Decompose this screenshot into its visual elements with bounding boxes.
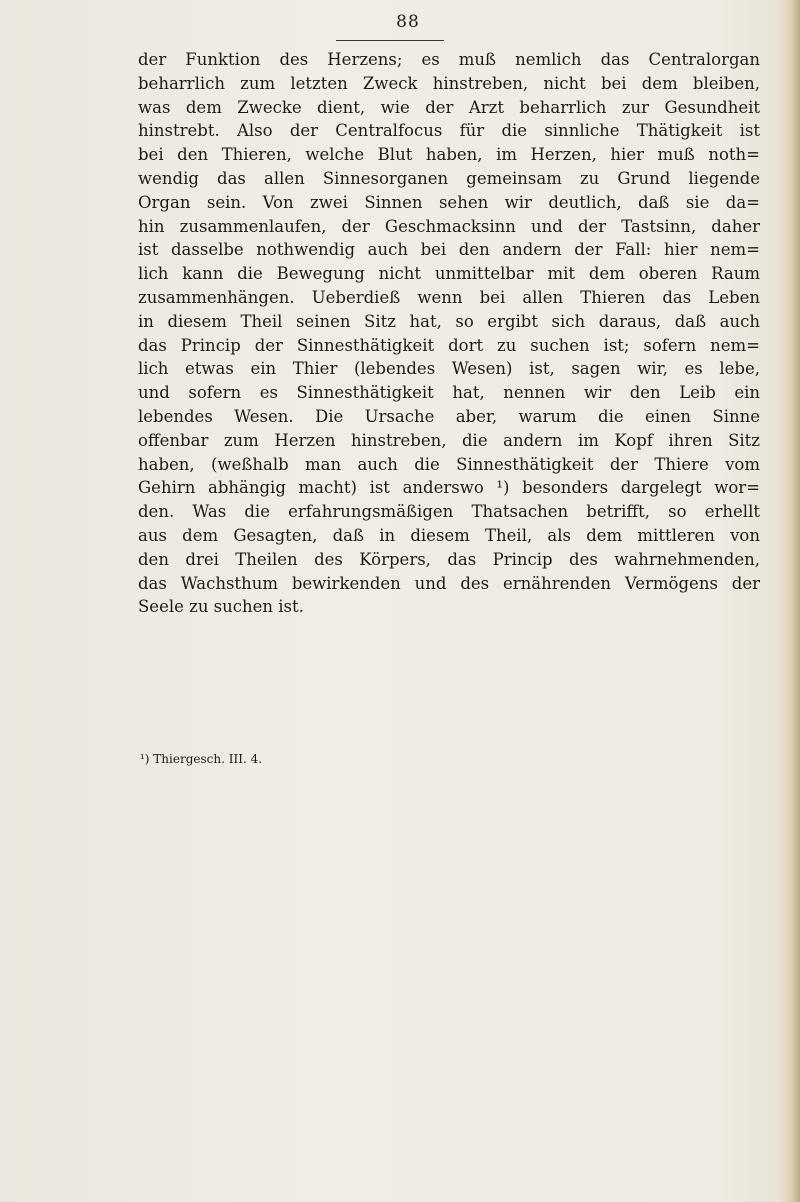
text-line: der Funktion des Herzens; es muß nemlich das Centralorgan <box>138 50 760 69</box>
text-line: und sofern es Sinnesthätigkeit hat, nennen wir den Leib ein <box>138 383 760 403</box>
text-line: das Wachsthum bewirkenden und des ernährenden Vermögens der <box>138 573 760 593</box>
page-number: 88 <box>396 12 420 32</box>
text-line: zusammenhängen. Ueberdieß wenn bei allen Thieren das Leben <box>138 287 760 307</box>
text-line: offenbar zum Herzen hinstreben, die andern im Kopf ihren Sitz <box>138 430 760 450</box>
text-line: haben, (weßhalb man auch die Sinnesthätigkeit der Thiere vom <box>138 454 760 474</box>
footnote: ¹) Thiergesch. III. 4. <box>140 752 263 766</box>
text-line: was dem Zwecke dient, wie der Arzt beharrlich zur Gesundheit <box>138 97 760 117</box>
text-line: Seele zu suchen ist. <box>138 597 304 617</box>
text-line: hin zusammenlaufen, der Geschmacksinn und der Tastsinn, daher <box>138 216 760 236</box>
text-line: hinstrebt. Also der Centralfocus für die sinnliche Thätigkeit ist <box>138 121 760 141</box>
header-rule <box>336 40 444 41</box>
text-line: den drei Theilen des Körpers, das Princip des wahrnehmenden, <box>138 549 760 569</box>
text-line: Gehirn abhängig macht) ist anderswo ¹) besonders dargelegt wor= <box>138 478 760 498</box>
text-line: lich kann die Bewegung nicht unmittelbar mit dem oberen Raum <box>138 264 760 284</box>
text-line: wendig das allen Sinnesorganen gemeinsam zu Grund liegende <box>138 168 760 188</box>
text-line: bei den Thieren, welche Blut haben, im Herzen, hier muß noth= <box>138 145 760 165</box>
text-line: den. Was die erfahrungsmäßigen Thatsachen betrifft, so erhellt <box>138 502 760 522</box>
text-line: aus dem Gesagten, daß in diesem Theil, als dem mittleren von <box>138 525 760 545</box>
page-edge-shadow <box>778 0 800 1202</box>
text-line: Organ sein. Von zwei Sinnen sehen wir deutlich, daß sie da= <box>138 192 760 212</box>
text-line: beharrlich zum letzten Zweck hinstreben, nicht bei dem bleiben, <box>138 73 760 93</box>
text-line: das Princip der Sinnesthätigkeit dort zu suchen ist; sofern nem= <box>138 335 760 355</box>
body-text <box>138 48 760 619</box>
text-line: ist dasselbe nothwendig auch bei den andern der Fall: hier nem= <box>138 240 760 260</box>
text-line: lich etwas ein Thier (lebendes Wesen) ist, sagen wir, es lebe, <box>138 359 760 379</box>
text-line: lebendes Wesen. Die Ursache aber, warum die einen Sinne <box>138 406 760 426</box>
text-line: in diesem Theil seinen Sitz hat, so ergibt sich daraus, daß auch <box>138 311 760 331</box>
